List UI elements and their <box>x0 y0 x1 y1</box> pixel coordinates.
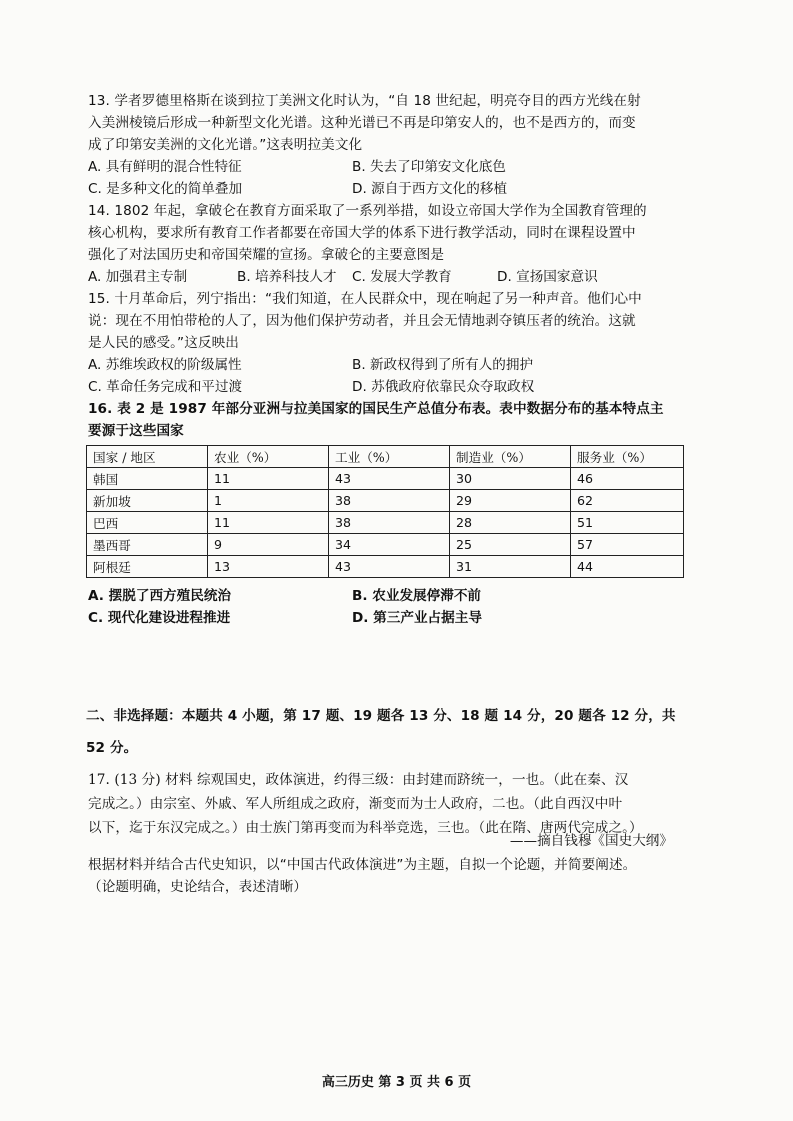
q16-stem-line-2: 要源于这些国家 <box>88 423 184 439</box>
section2-heading-line-2: 52 分。 <box>86 740 138 756</box>
section2-heading-line-1: 二、非选择题：本题共 4 小题，第 17 题、19 题各 13 分、18 题 14 分，20 题各 12 分，共 <box>86 708 676 724</box>
table-cell: 1 <box>208 490 329 512</box>
q16-option-d: D. 第三产业占据主导 <box>352 610 482 626</box>
q13-stem-line-1: 13. 学者罗德里格斯在谈到拉丁美洲文化时认为，“自 18 世纪起，明亮夺目的西方光线在射 <box>88 93 641 109</box>
q14-stem-line-2: 核心机构，要求所有教育工作者都要在帝国大学的体系下进行教学活动，同时在课程设置中 <box>88 225 636 241</box>
q13-option-c: C. 是多种文化的简单叠加 <box>88 181 243 197</box>
q13-option-a: A. 具有鲜明的混合性特征 <box>88 159 242 175</box>
table-cell-country: 巴西 <box>87 512 208 534</box>
q13-stem-line-2: 入美洲棱镜后形成一种新型文化光谱。这种光谱已不再是印第安人的，也不是西方的，而变 <box>88 115 636 131</box>
q16-stem-line-1: 16. 表 2 是 1987 年部分亚洲与拉美国家的国民生产总值分布表。表中数据分布的基本特点主 <box>88 401 664 417</box>
q14-stem-line-3: 强化了对法国历史和帝国荣耀的宣扬。拿破仑的主要意图是 <box>88 247 445 263</box>
table-cell: 38 <box>329 490 450 512</box>
table-cell: 51 <box>571 512 684 534</box>
q16-option-c: C. 现代化建设进程推进 <box>88 610 231 626</box>
table-cell: 44 <box>571 556 684 578</box>
table-cell: 11 <box>208 512 329 534</box>
table-cell-country: 墨西哥 <box>87 534 208 556</box>
q14-option-a: A. 加强君主专制 <box>88 269 188 285</box>
table-cell: 43 <box>329 468 450 490</box>
table-cell-country: 韩国 <box>87 468 208 490</box>
table-cell: 57 <box>571 534 684 556</box>
q15-option-c: C. 革命任务完成和平过渡 <box>88 379 243 395</box>
table-cell: 30 <box>450 468 571 490</box>
table-row <box>87 534 684 556</box>
q17-material-line-2: 完成之。）由宗室、外戚、军人所组成之政府，渐变而为士人政府，二也。（此自西汉中叶 <box>88 796 623 812</box>
table-cell: 9 <box>208 534 329 556</box>
table-row <box>87 512 684 534</box>
table-cell: 38 <box>329 512 450 534</box>
q14-stem-line-1: 14. 1802 年起，拿破仑在教育方面采取了一系列举措，如设立帝国大学作为全国教育管理的 <box>88 203 647 219</box>
page-footer: 高三历史 第 3 页 共 6 页 <box>321 1075 472 1090</box>
q16-option-a: A. 摆脱了西方殖民统治 <box>88 588 232 604</box>
table-cell: 25 <box>450 534 571 556</box>
table-cell: 11 <box>208 468 329 490</box>
table-cell: 62 <box>571 490 684 512</box>
table-row <box>87 556 684 578</box>
q13-stem-line-3: 成了印第安美洲的文化光谱。”这表明拉美文化 <box>88 137 363 153</box>
table-header-row <box>87 446 684 468</box>
q15-stem-line-2: 说：现在不用怕带枪的人了，因为他们保护劳动者，并且会无情地剥夺镇压者的统治。这就 <box>88 313 636 329</box>
table-header-cell: 农业（%） <box>208 446 329 468</box>
table-cell: 31 <box>450 556 571 578</box>
table-cell-country: 阿根廷 <box>87 556 208 578</box>
q14-option-c: C. 发展大学教育 <box>352 269 452 285</box>
q14-option-b: B. 培养科技人才 <box>237 269 337 285</box>
table-row <box>87 490 684 512</box>
gdp-distribution-table <box>86 445 684 578</box>
table-cell: 28 <box>450 512 571 534</box>
table-header-cell: 工业（%） <box>329 446 450 468</box>
q17-material-line-1: 17. (13 分) 材料 综观国史，政体演进，约得三级：由封建而跻统一，一也。（此在秦、汉 <box>88 772 629 788</box>
table-cell-country: 新加坡 <box>87 490 208 512</box>
q15-option-a: A. 苏维埃政权的阶级属性 <box>88 357 242 373</box>
q15-stem-line-1: 15. 十月革命后，列宁指出：“我们知道，在人民群众中，现在响起了另一种声音。他们心中 <box>88 291 642 307</box>
q14-option-d: D. 宣扬国家意识 <box>497 269 598 285</box>
table-header-cell: 服务业（%） <box>571 446 684 468</box>
table-cell: 13 <box>208 556 329 578</box>
table-header-cell: 国家 / 地区 <box>87 446 208 468</box>
q15-stem-line-3: 是人民的感受。”这反映出 <box>88 335 239 351</box>
table-row <box>87 468 684 490</box>
q15-option-b: B. 新政权得到了所有人的拥护 <box>352 357 534 373</box>
table-cell: 29 <box>450 490 571 512</box>
table-cell: 34 <box>329 534 450 556</box>
q17-task-line-1: 根据材料并结合古代史知识，以“中国古代政体演进”为主题，自拟一个论题，并简要阐述。 <box>88 857 637 873</box>
q16-option-b: B. 农业发展停滞不前 <box>352 588 482 604</box>
table-header-cell: 制造业（%） <box>450 446 571 468</box>
q13-option-d: D. 源自于西方文化的移植 <box>352 181 508 197</box>
q17-task-line-2: （论题明确，史论结合，表述清晰） <box>88 879 308 895</box>
table-cell: 43 <box>329 556 450 578</box>
table-cell: 46 <box>571 468 684 490</box>
q15-option-d: D. 苏俄政府依靠民众夺取政权 <box>352 379 535 395</box>
q13-option-b: B. 失去了印第安文化底色 <box>352 159 506 175</box>
q17-source: ——摘自钱穆《国史大纲》 <box>509 833 673 849</box>
q17-material-line-3: 以下，迄于东汉完成之。）由士族门第再变而为科举竞选，三也。（此在隋、唐两代完成之。） <box>88 820 643 836</box>
